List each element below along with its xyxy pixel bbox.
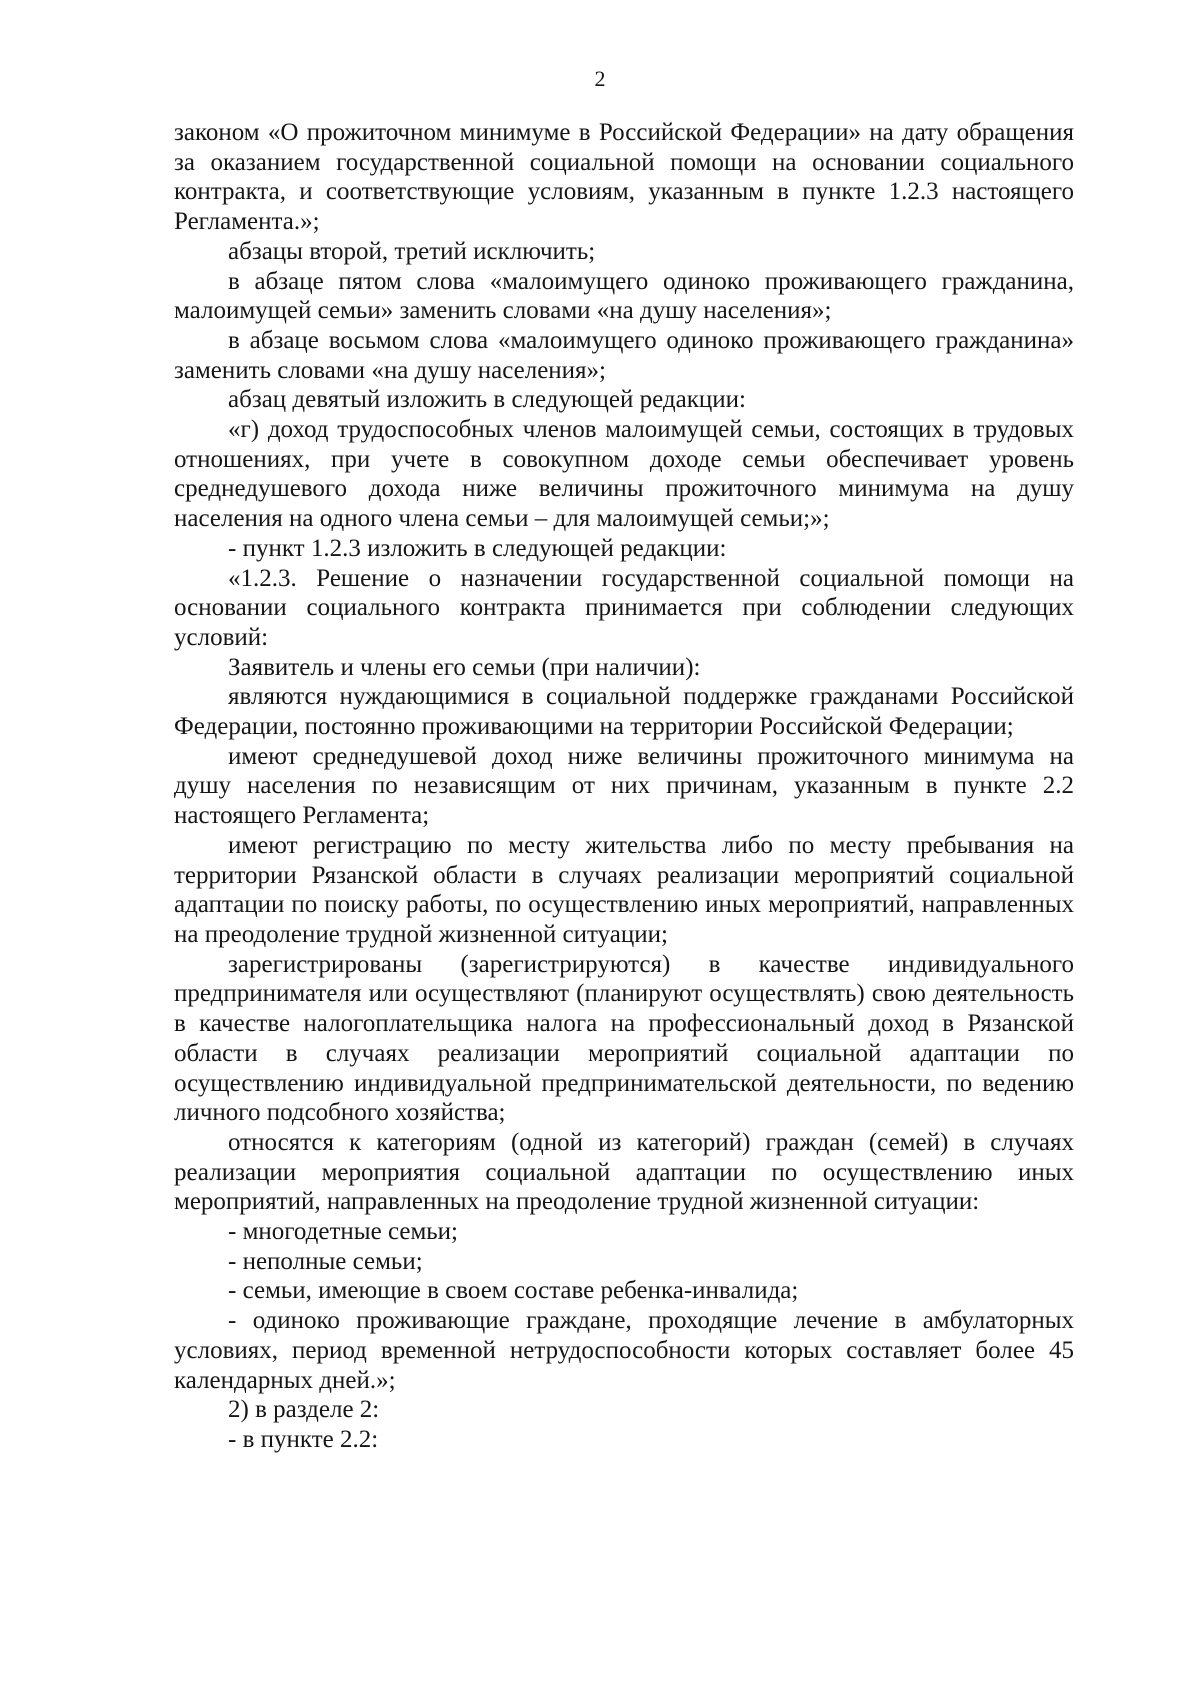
list-item: - семьи, имеющие в своем составе ребенка-инвалида; [228,1277,799,1305]
paragraph: Заявитель и члены его семьи (при наличии): [228,653,701,681]
paragraph: зарегистрированы (зарегистрируются) в качестве индивидуального предпринимателя или осуществляют (планируют осуществлять) свою деятельность в качестве налогоплательщика налога на профессиональный доход в Рязанской области в случаях реализации мероприятий социальной адаптации по осуществлению индивидуальной предпринимательской деятельности, по ведению личного подсобного хозяйства; [174,950,1074,1127]
document-body [174,118,1074,1455]
paragraph: относятся к категориям (одной из категорий) граждан (семей) в случаях реализации мероприятия социальной адаптации по осуществлению иных мероприятий, направленных на преодоление трудной жизненной ситуации: [174,1128,1074,1216]
paragraph: 2) в разделе 2: [228,1396,380,1424]
paragraph: «г) доход трудоспособных членов малоимущей семьи, состоящих в трудовых отношениях, при учете в совокупном доходе семьи обеспечивает уровень среднедушевого дохода ниже величины прожиточного минимума на душу населения на одного члена семьи – для малоимущей семьи;»; [174,416,1074,533]
list-item: - многодетные семьи; [228,1218,458,1246]
paragraph: - пункт 1.2.3 изложить в следующей редакции: [228,534,727,562]
paragraph: - в пункте 2.2: [228,1425,379,1453]
paragraph: имеют регистрацию по месту жительства либо по месту пребывания на территории Рязанской области в случаях реализации мероприятий социальной адаптации по поиску работы, по осуществлению иных мероприятий, направленных на преодоление трудной жизненной ситуации; [174,831,1074,948]
paragraph: в абзаце пятом слова «малоимущего одиноко проживающего гражданина, малоимущей семьи» заменить словами «на душу населения»; [174,267,1074,325]
page-number: 2 [594,66,606,91]
paragraph: являются нуждающимися в социальной поддержке гражданами Российской Федерации, постоянно проживающими на территории Российской Федерации; [174,683,1074,741]
paragraph-continuation: законом «О прожиточном минимуме в Российской Федерации» на дату обращения за оказанием государственной социальной помощи на основании социального контракта, и соответствующие условиям, указанным в пункте 1.2.3 настоящего Регламента.»; [174,119,1074,236]
paragraph: абзацы второй, третий исключить; [228,237,596,265]
paragraph: в абзаце восьмом слова «малоимущего одиноко проживающего гражданина» заменить словами «на душу населения»; [174,326,1074,384]
paragraph: абзац девятый изложить в следующей редакции: [228,386,746,414]
paragraph: «1.2.3. Решение о назначении государственной социальной помощи на основании социального контракта принимается при соблюдении следующих условий: [174,564,1074,651]
list-item: - неполные семьи; [228,1247,423,1275]
list-item: - одиноко проживающие граждане, проходящие лечение в амбулаторных условиях, период временной нетрудоспособности которых составляет более 45 календарных дней.»; [174,1307,1074,1394]
paragraph: имеют среднедушевой доход ниже величины прожиточного минимума на душу населения по независящим от них причинам, указанным в пункте 2.2 настоящего Регламента; [174,742,1074,830]
